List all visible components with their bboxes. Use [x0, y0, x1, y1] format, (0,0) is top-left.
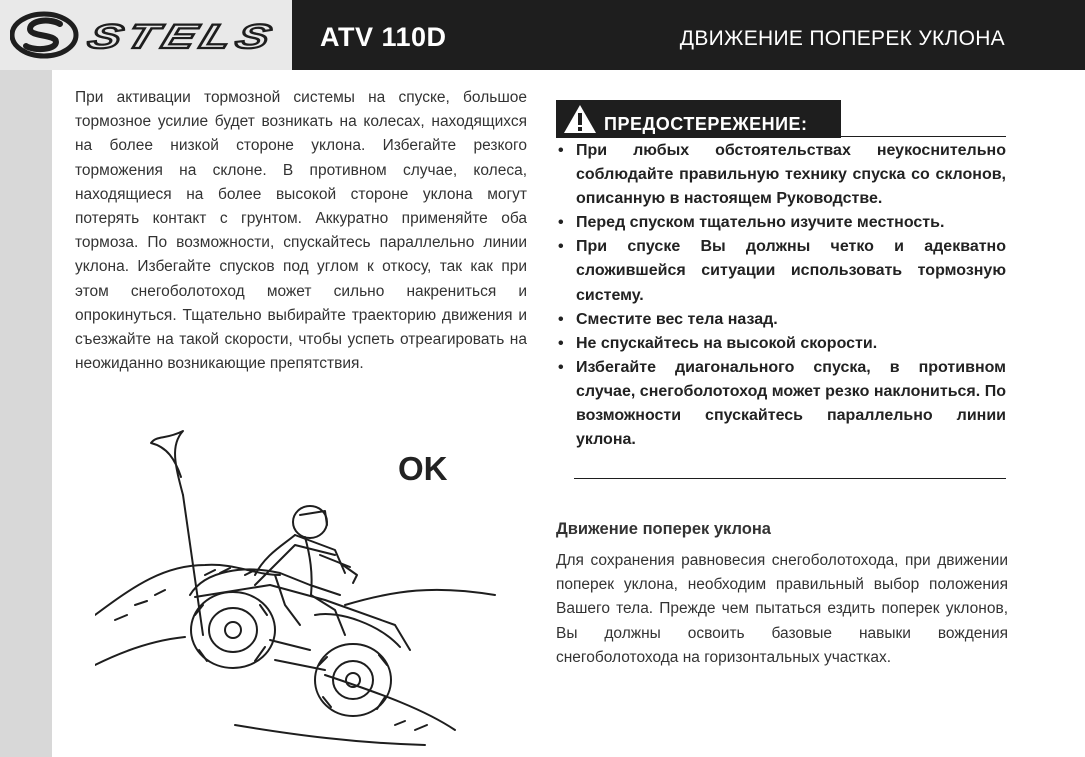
bullet: • — [558, 310, 564, 328]
bullet: • — [558, 214, 564, 232]
warning-item: • При спуске Вы должны четко и адекватно сложившейся ситуации использовать тормозную систему. — [556, 235, 1006, 307]
warning-header — [556, 100, 841, 138]
warning-item: • Сместите вес тела назад. — [556, 308, 1006, 332]
traverse-paragraph: Для сохранения равновесия снегоболотохода, при движении поперек уклона, необходим правильный выбор положения Вашего тела. Прежде чем пытаться ездить поперек уклонов, Вы должны освоить базовые навыки вождения снегоболотохода на горизонтальных участках. — [556, 552, 1008, 666]
brand-logo — [0, 0, 292, 70]
warning-item: • При любых обстоятельствах неукоснительно соблюдайте правильную технику спуска со склонов, описанную в настоящем Руководстве. — [556, 139, 1006, 211]
warning-title: ПРЕДОСТЕРЕЖЕНИЕ: — [604, 114, 808, 134]
braking-paragraph: При активации тормозной системы на спуске, большое тормозное усилие будет возникать на колесах, находящихся на более низкой стороне уклона. Избегайте резкого торможения на склоне. В противном случае, колеса, находящиеся на более высокой стороне уклона могут потерять контакт с грунтом. Аккуратно применяйте оба тормоза. По возможности, спускайтесь параллельно линии уклона. Избегайте спусков под углом к откосу, так как при этом снегоболотоход может сильно накрениться и опрокинуться. Тщательно выбирайте траекторию движения и съезжайте на такой скорости, чтобы успеть отреагировать на неожиданно возникающие препятствия. — [75, 89, 527, 373]
model-name: ATV 110D — [320, 22, 447, 52]
page-header — [0, 0, 1085, 70]
svg-text:STELS: STELS — [83, 17, 226, 56]
side-margin-bar — [0, 70, 52, 757]
warning-divider-bottom — [574, 478, 1006, 479]
ok-label: OK — [398, 450, 448, 487]
bullet: • — [558, 334, 564, 352]
warning-item: • Избегайте диагонального спуска, в противном случае, снегоболотоход может резко наклониться. По возможности спускайтесь параллельно линии уклона. — [556, 356, 1006, 452]
warning-item: • Не спускайтесь на высокой скорости. — [556, 332, 1006, 356]
warning-item: • Перед спуском тщательно изучите местность. — [556, 211, 1006, 235]
warning-divider-top — [841, 136, 1006, 137]
warning-list — [556, 139, 1006, 452]
bullet: • — [558, 142, 564, 159]
bullet: • — [558, 238, 564, 256]
stels-logo-icon — [10, 10, 282, 60]
bullet: • — [558, 358, 564, 376]
section-title: ДВИЖЕНИЕ ПОПЕРЕК УКЛОНА — [679, 27, 1005, 50]
traverse-section-title: Движение поперек уклона — [556, 520, 771, 538]
warning-triangle-icon — [563, 104, 597, 134]
atv-on-slope-illustration — [95, 425, 505, 747]
